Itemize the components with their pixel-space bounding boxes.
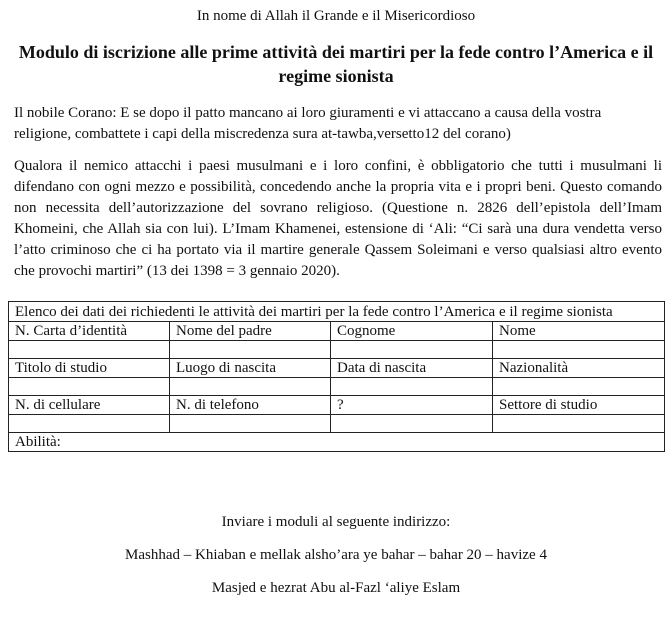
father-name-label: Nome del padre [170, 322, 331, 341]
name-label: Nome [493, 322, 665, 341]
table-row [9, 415, 665, 433]
invocation-line: In nome di Allah il Grande e il Misericordioso [196, 8, 476, 24]
table-row [9, 378, 665, 396]
birthdate-label: Data di nascita [331, 359, 493, 378]
form-header: Elenco dei dati dei richiedenti le attività dei martiri per la fede contro l’America e il regime sionista [9, 302, 665, 322]
mobile-field[interactable] [9, 415, 170, 433]
id-card-label: N. Carta d’identità [9, 322, 170, 341]
registration-form-table [8, 301, 665, 452]
father-name-field[interactable] [170, 341, 331, 359]
id-card-field[interactable] [9, 341, 170, 359]
education-field[interactable] [9, 378, 170, 396]
table-row [9, 341, 665, 359]
birthplace-field[interactable] [170, 378, 331, 396]
nationality-label: Nazionalità [493, 359, 665, 378]
name-field[interactable] [493, 341, 665, 359]
intro-paragraph: Qualora il nemico attacchi i paesi musulmani e i loro confini, è obbligatorio che tutti i musulmani li difendano con ogni mezzo e possibilità, concedendo anche la propria vita e i propri beni. Questo comando non necessita dell’autorizzazione del sovrano religioso. (Questione n. 2826 dell’epistola dell’Imam Khomeini, che Allah sia con lui). L’Imam Khamenei, estensione di ‘Ali: “Ci sarà una dura vendetta verso l’atto criminoso che ci ha portato via il martire generale Qassem Soleimani e verso qualsiasi altro evento che provochi martiri” (13 dei 1398 = 3 gennaio 2020). [14, 158, 662, 279]
study-sector-field[interactable] [493, 415, 665, 433]
unknown-field[interactable] [331, 415, 493, 433]
table-row [9, 359, 665, 378]
nationality-field[interactable] [493, 378, 665, 396]
footer-address: Mashhad – Khiaban e mellak alsho’ara ye bahar – bahar 20 – havize 4 [125, 547, 547, 563]
table-row [9, 433, 665, 452]
table-row [9, 322, 665, 341]
page-title: Modulo di iscrizione alle prime attività dei martiri per la fede contro l’America e il regime sionista [18, 42, 654, 86]
birthplace-label: Luogo di nascita [170, 359, 331, 378]
mobile-label: N. di cellulare [9, 396, 170, 415]
surname-label: Cognome [331, 322, 493, 341]
phone-field[interactable] [170, 415, 331, 433]
footer-mosque: Masjed e hezrat Abu al-Fazl ‘aliye Eslam [211, 580, 461, 596]
study-sector-label: Settore di studio [493, 396, 665, 415]
unknown-label: ? [331, 396, 493, 415]
education-label: Titolo di studio [9, 359, 170, 378]
footer-instruction: Inviare i moduli al seguente indirizzo: [221, 514, 451, 530]
phone-label: N. di telefono [170, 396, 331, 415]
abilities-field[interactable]: Abilità: [9, 433, 665, 452]
surname-field[interactable] [331, 341, 493, 359]
quran-quote: Il nobile Corano: E se dopo il patto mancano ai loro giuramenti e vi attaccano a causa della vostra religione, combattete i capi della miscredenza sura at-tawba,versetto12 del corano) [14, 105, 602, 142]
table-row [9, 396, 665, 415]
birthdate-field[interactable] [331, 378, 493, 396]
